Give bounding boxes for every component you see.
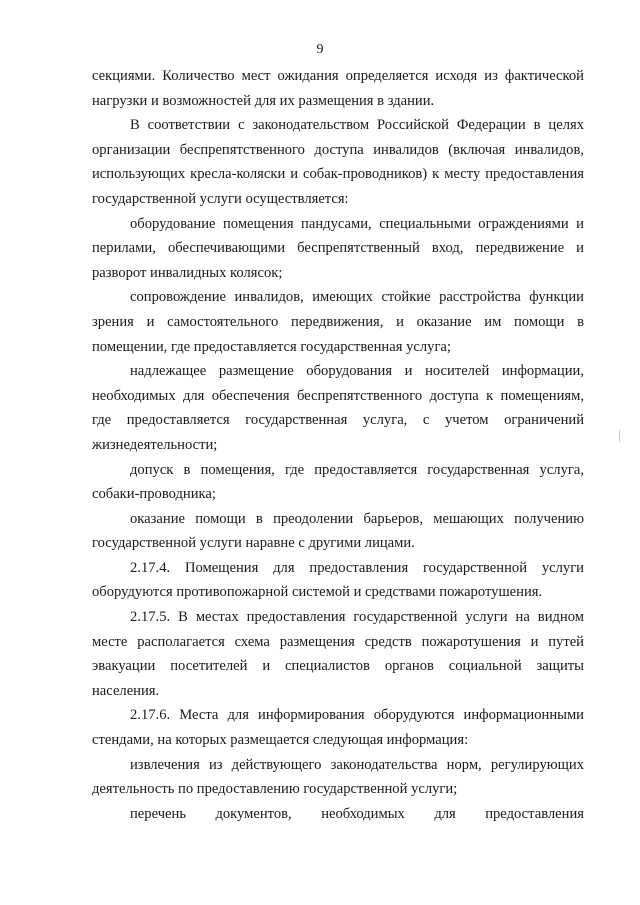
last-line-word: для: [434, 805, 456, 822]
last-line-word: предоставления: [485, 805, 584, 822]
page-number: 9: [316, 42, 324, 57]
scan-artifact: [619, 430, 620, 442]
last-line-word: перечень: [130, 805, 186, 822]
paragraph-2-17-5: 2.17.5. В местах предоставления государственной услуги на видном месте располагается схема размещения средств пожаротушения и путей эвакуации посетителей и специалистов органов социальной защиты населения.: [92, 609, 584, 699]
paragraph-escort: сопровождение инвалидов, имеющих стойкие расстройства функции зрения и самостоятельного передвижения, и оказание им помощи в помещении, где предоставляется государственная услуга;: [92, 289, 584, 355]
paragraph-2-17-4: 2.17.4. Помещения для предоставления государственной услуги оборудуются противопожарной системой и средствами пожаротушения.: [92, 559, 584, 601]
paragraph-barriers: оказание помощи в преодолении барьеров, мешающих получению государственной услуги наравне с другими лицами.: [92, 510, 584, 552]
paragraph-ramps: оборудование помещения пандусами, специальными ограждениями и перилами, обеспечивающими беспрепятственный вход, передвижение и разворот инвалидных колясок;: [92, 215, 584, 281]
paragraph-extracts: извлечения из действующего законодательства норм, регулирующих деятельность по предоставлению государственной услуги;: [92, 756, 584, 798]
paragraph-accessibility-intro: В соответствии с законодательством Российской Федерации в целях организации беспрепятственного доступа инвалидов (включая инвалидов, использующих кресла-коляски и собак-проводников) к месту предоставления государственной услуги осуществляется:: [92, 117, 584, 207]
paragraph-equipment-placement: надлежащее размещение оборудования и носителей информации, необходимых для обеспечения беспрепятственного доступа к помещениям, где предоставляется государственная услуга, с учетом ограничений жизнедеятельности;: [92, 363, 584, 453]
paragraph-guide-dog: допуск в помещения, где предоставляется государственная услуга, собаки-проводника;: [92, 461, 584, 503]
paragraph-documents-list: [92, 802, 584, 827]
last-line-word: документов,: [215, 805, 292, 822]
body-text: [92, 64, 584, 826]
last-line-word: необходимых: [321, 805, 405, 822]
paragraph-2-17-6: 2.17.6. Места для информирования оборудуются информационными стендами, на которых размещается следующая информация:: [92, 707, 584, 749]
paragraph-continuation: секциями. Количество мест ожидания определяется исходя из фактической нагрузки и возможностей для их размещения в здании.: [92, 68, 584, 109]
